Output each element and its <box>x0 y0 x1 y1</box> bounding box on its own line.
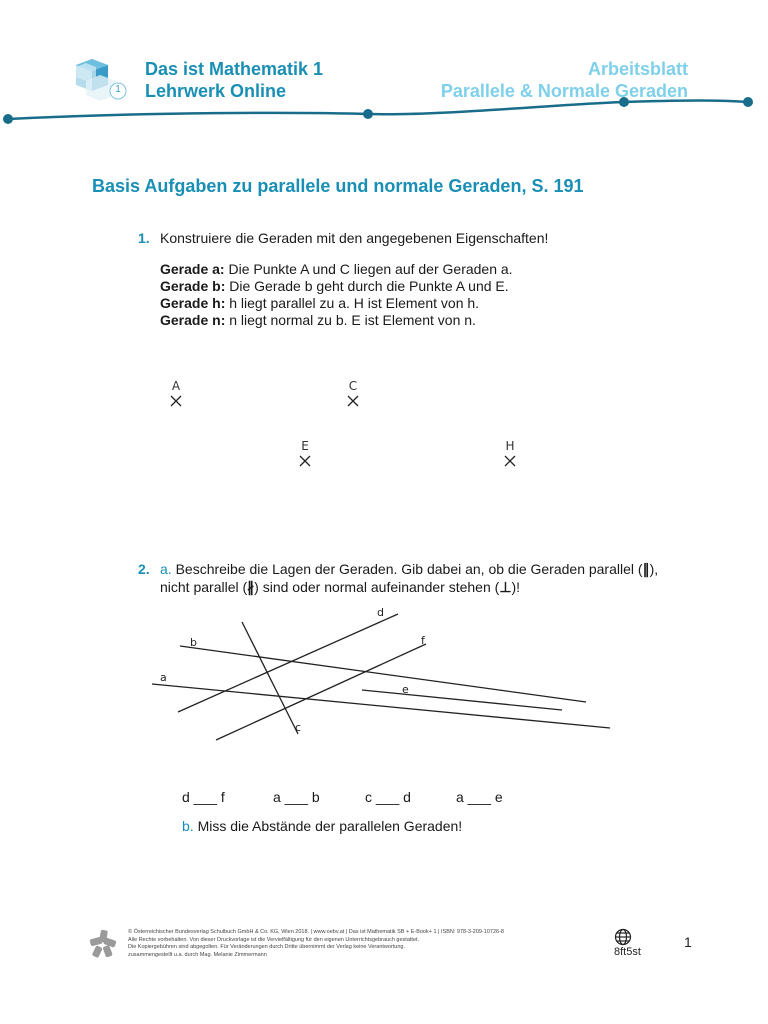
logo-number: 1 <box>115 84 121 95</box>
task-1-conditions <box>160 261 513 329</box>
line-c <box>242 622 298 734</box>
line-label-a: a <box>160 671 167 684</box>
condition-line: Gerade b: Die Gerade b geht durch die Punkte A und E. <box>160 278 509 294</box>
task-1-number: 1. <box>138 230 150 246</box>
footer-copyright: © Österreichischer Bundesverlag Schulbuch GmbH & Co. KG, Wien 2018. | www.oebv.at | Das ist Mathematik SB + E-Book+ 1 | ISBN: 978-3-209-10726-8 <box>128 929 504 935</box>
footer-author: zusammengestellt u.a. durch Mag. Melanie Zimmermann <box>128 951 267 958</box>
not-parallel-symbol: ∦ <box>247 579 255 595</box>
line-label-d: d <box>377 606 384 619</box>
point-e-cross-icon <box>299 455 311 467</box>
line-label-b: b <box>190 636 197 649</box>
footer-rights: Alle Rechte vorbehalten. Von dieser Druckvorlage ist die Vervielfältigung für den eigenen Unterrichtsgebrauch gestattet. <box>128 936 420 943</box>
point-h-label: H <box>505 439 515 453</box>
task-2-number: 2. <box>138 561 150 577</box>
logo-cube-icon <box>72 55 134 103</box>
point-h-cross-icon <box>504 455 516 467</box>
online-code-globe-icon <box>614 928 632 946</box>
normal-symbol: ⊥ <box>499 579 512 595</box>
pair-a-e: a ___ e <box>456 789 503 805</box>
lines-figure <box>140 600 620 745</box>
point-e-label: E <box>301 439 309 453</box>
page-number: 1 <box>684 934 692 950</box>
brand-line-2: Lehrwerk Online <box>145 81 287 101</box>
condition-line: Gerade n: n liegt normal zu b. E ist Element von n. <box>160 312 476 328</box>
task-2a-instruction-line2: nicht parallel (∦) sind oder normal aufeinander stehen (⊥)! <box>160 579 521 595</box>
line-label-c: c <box>295 721 302 734</box>
condition-line: Gerade a: Die Punkte A und C liegen auf der Geraden a. <box>160 261 513 277</box>
footer-fees: Die Kopiergebühren sind abgegolten. Für Veränderungen durch Dritte übernimmt der Verlag keine Verantwortung. <box>128 944 406 950</box>
line-f <box>216 644 426 740</box>
publisher-logo-icon <box>88 928 118 958</box>
line-b <box>180 646 586 702</box>
pair-a-b: a ___ b <box>273 789 320 805</box>
point-a-label: A <box>171 379 181 393</box>
line-label-f: f <box>421 634 425 647</box>
pair-d-f: d ___ f <box>182 789 225 805</box>
sheet-topic: Parallele & Normale Geraden <box>440 81 688 101</box>
curve-node <box>743 97 753 107</box>
point-c-label: C <box>348 379 358 393</box>
online-code: 8ft5st <box>614 946 641 958</box>
task-2b-instruction: b. Miss die Abstände der parallelen Geraden! <box>182 818 463 834</box>
task-1-instruction: Konstruiere die Geraden mit den angegebenen Eigenschaften! <box>160 230 549 246</box>
sheet-label: Arbeitsblatt <box>587 59 688 79</box>
point-c-cross-icon <box>347 395 359 407</box>
task-2a-instruction: a. Beschreibe die Lagen der Geraden. Gib dabei an, ob die Geraden parallel (∥), <box>160 561 659 577</box>
footer-legal <box>128 929 588 959</box>
curve-node <box>363 109 373 119</box>
task-2b-label: b. <box>182 818 194 834</box>
brand-line-1: Das ist Mathematik 1 <box>145 59 324 79</box>
pair-c-d: c ___ d <box>365 789 411 805</box>
line-label-e: e <box>402 683 409 696</box>
line-a <box>152 684 610 728</box>
curve-node <box>3 114 13 124</box>
parallel-symbol: ∥ <box>642 561 650 577</box>
task-2a-label: a. <box>160 561 172 577</box>
condition-line: Gerade h: h liegt parallel zu a. H ist Element von h. <box>160 295 480 311</box>
page-title: Basis Aufgaben zu parallele und normale Geraden, S. 191 <box>92 176 584 196</box>
point-a-cross-icon <box>170 395 182 407</box>
